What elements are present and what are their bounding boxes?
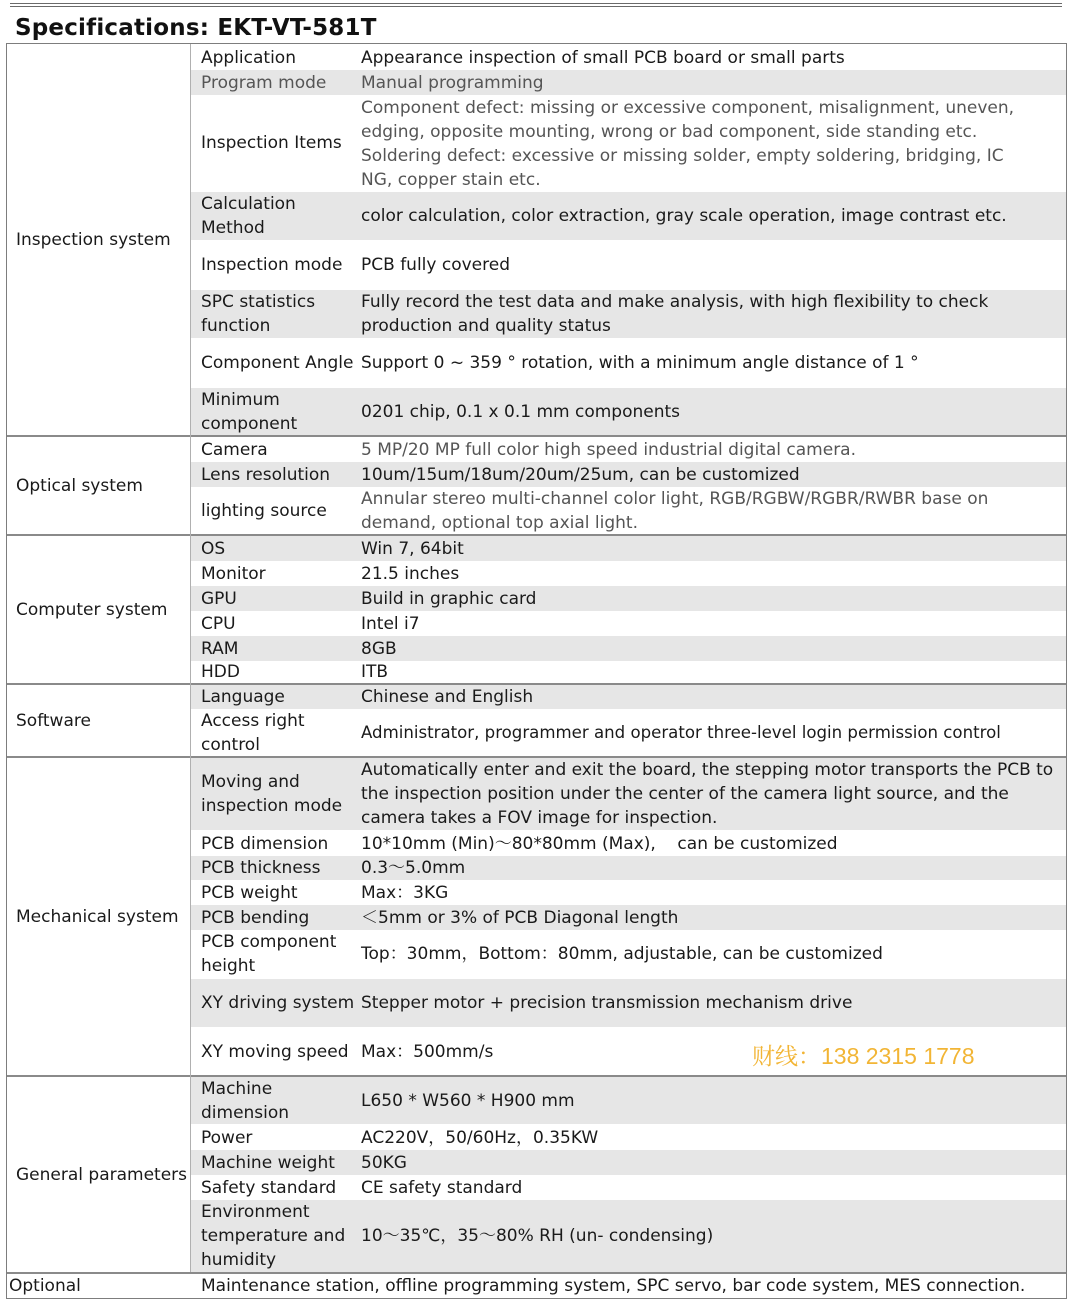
- table-row: [191, 536, 1066, 561]
- table-row: [191, 561, 1066, 586]
- table-row: [191, 611, 1066, 636]
- spec-value: PCB fully covered: [361, 255, 510, 275]
- spec-key: Moving and inspection mode: [201, 772, 343, 816]
- spec-value-line: Soldering defect: excessive or missing solder, empty soldering, bridging, IC: [361, 146, 1004, 166]
- spec-key: GPU: [201, 588, 237, 609]
- table-row: [191, 636, 1066, 661]
- spec-value: Administrator, programmer and operator three-level login permission control: [361, 722, 1001, 742]
- spec-value: Intel i7: [361, 613, 420, 634]
- spec-value: Fully record the test data and make analysis, with high flexibility to check production and quality status: [361, 292, 989, 336]
- spec-key: PCB dimension: [201, 833, 329, 854]
- optional-label: Optional: [9, 1276, 81, 1296]
- spec-key: Program mode: [201, 72, 327, 93]
- spec-value: Annular stereo multi-channel color light, RGB/RGBW/RGBR/RWBR base on demand, optional top axial light.: [361, 488, 989, 533]
- table-row: [191, 685, 1066, 709]
- table-row: [191, 462, 1066, 487]
- table-row: [191, 45, 1066, 70]
- spec-value: L650 * W560 * H900 mm: [361, 1090, 575, 1111]
- spec-key: Access right control: [201, 710, 305, 755]
- column-divider: [190, 44, 191, 1272]
- spec-key: SPC statistics function: [201, 292, 316, 336]
- table-row: [191, 1150, 1066, 1175]
- spec-key: HDD: [201, 662, 240, 682]
- spec-key: PCB thickness: [201, 858, 321, 878]
- table-row: [191, 709, 1066, 756]
- spec-value: 5 MP/20 MP full color high speed industrial digital camera.: [361, 439, 857, 460]
- page-title: Specifications: EKT-VT-581T: [15, 15, 377, 41]
- spec-value: Automatically enter and exit the board, the stepping motor transports the PCB to the inspection position under the center of the camera light source, and the camera takes a FOV image for inspection.: [361, 760, 1054, 828]
- spec-value: Top：30mm，Bottom：80mm, adjustable, can be customized: [361, 944, 883, 964]
- spec-value: 50KG: [361, 1152, 407, 1173]
- spec-key: Camera: [201, 439, 268, 460]
- spec-key: Safety standard: [201, 1177, 337, 1198]
- section-label: Mechanical system: [7, 758, 190, 1075]
- table-row: [191, 905, 1066, 930]
- spec-value: Chinese and English: [361, 687, 534, 707]
- spec-key: Power: [201, 1127, 253, 1148]
- table-row: [191, 586, 1066, 611]
- spec-value: AC220V，50/60Hz，0.35KW: [361, 1127, 599, 1148]
- table-row: [191, 290, 1066, 338]
- table-row: [191, 388, 1066, 435]
- table-row: [191, 930, 1066, 978]
- table-row: [191, 661, 1066, 683]
- spec-value: 21.5 inches: [361, 563, 460, 584]
- spec-value: [361, 95, 1066, 191]
- spec-key: Inspection Items: [201, 133, 342, 153]
- spec-value: Win 7, 64bit: [361, 538, 464, 559]
- spec-key: lighting source: [201, 500, 327, 521]
- section-label: Optical system: [7, 437, 190, 534]
- spec-value: Stepper motor + precision transmission mechanism drive: [361, 993, 853, 1013]
- section-label: General parameters: [7, 1077, 190, 1272]
- section-label: Inspection system: [7, 44, 190, 435]
- spec-value: ＜5mm or 3% of PCB Diagonal length: [361, 907, 679, 928]
- spec-value: Max：3KG: [361, 882, 449, 903]
- spec-value-line: NG, copper stain etc.: [361, 170, 541, 190]
- spec-key: Monitor: [201, 563, 266, 584]
- spec-value: Support 0 ~ 359 ° rotation, with a minimum angle distance of 1 °: [361, 353, 919, 373]
- table-row: [191, 487, 1066, 534]
- spec-value: 0.3～5.0mm: [361, 858, 466, 878]
- table-row: [191, 979, 1066, 1027]
- table-row: [191, 1077, 1066, 1124]
- table-row: [191, 70, 1066, 95]
- section-label: Computer system: [7, 536, 190, 683]
- spec-key: XY driving system: [201, 993, 355, 1013]
- spec-value: ITB: [361, 662, 389, 682]
- spec-key: Machine dimension: [201, 1078, 290, 1123]
- table-row: [191, 1125, 1066, 1150]
- top-rule: [10, 3, 1062, 4]
- spec-value: 8GB: [361, 638, 397, 659]
- table-row: [191, 192, 1066, 240]
- table-row: [191, 95, 1066, 191]
- spec-key: Inspection mode: [201, 255, 343, 275]
- spec-key: Environment temperature and humidity: [201, 1202, 346, 1270]
- table-row: [191, 856, 1066, 880]
- spec-key: PCB weight: [201, 882, 298, 903]
- spec-value: Max：500mm/s: [361, 1041, 494, 1062]
- top-rule: [10, 6, 1062, 7]
- spec-key: Minimum component: [201, 389, 298, 434]
- spec-value: Manual programming: [361, 72, 544, 93]
- spec-value: color calculation, color extraction, gray scale operation, image contrast etc.: [361, 206, 1007, 226]
- optional-value: Maintenance station, offline programming system, SPC servo, bar code system, MES connection.: [201, 1276, 1026, 1296]
- spec-key: XY moving speed: [201, 1041, 349, 1062]
- table-row: [191, 831, 1066, 856]
- spec-value: Appearance inspection of small PCB board or small parts: [361, 47, 845, 68]
- spec-key: Language: [201, 687, 285, 707]
- table-row: [191, 339, 1066, 387]
- spec-key: Machine weight: [201, 1152, 335, 1173]
- table-row: [191, 1175, 1066, 1200]
- spec-key: CPU: [201, 613, 236, 634]
- spec-key: RAM: [201, 638, 239, 659]
- spec-value: CE safety standard: [361, 1177, 523, 1198]
- spec-key: Component Angle: [201, 353, 354, 373]
- table-row: [191, 758, 1066, 830]
- spec-value-line: edging, opposite mounting, wrong or bad component, side standing etc.: [361, 122, 978, 142]
- spec-value: 0201 chip, 0.1 x 0.1 mm components: [361, 401, 681, 422]
- table-row: [191, 241, 1066, 289]
- phone-watermark: 财线：138 2315 1778: [752, 1043, 975, 1069]
- table-row: [191, 1200, 1066, 1272]
- spec-value: 10*10mm (Min)～80*80mm (Max), can be customized: [361, 833, 838, 854]
- spec-value: 10～35℃，35～80% RH (un- condensing): [361, 1226, 714, 1246]
- spec-value-line: Component defect: missing or excessive component, misalignment, uneven,: [361, 98, 1015, 118]
- spec-value: Build in graphic card: [361, 588, 537, 609]
- spec-key: PCB bending: [201, 907, 310, 928]
- table-row: [191, 437, 1066, 462]
- spec-key: Calculation Method: [201, 194, 296, 238]
- spec-key: OS: [201, 538, 226, 559]
- spec-key: Application: [201, 47, 296, 68]
- table-row: [191, 880, 1066, 905]
- section-label: Software: [7, 685, 190, 756]
- spec-key: PCB component height: [201, 932, 337, 976]
- spec-value: 10um/15um/18um/20um/25um, can be customized: [361, 464, 800, 485]
- spec-key: Lens resolution: [201, 464, 331, 485]
